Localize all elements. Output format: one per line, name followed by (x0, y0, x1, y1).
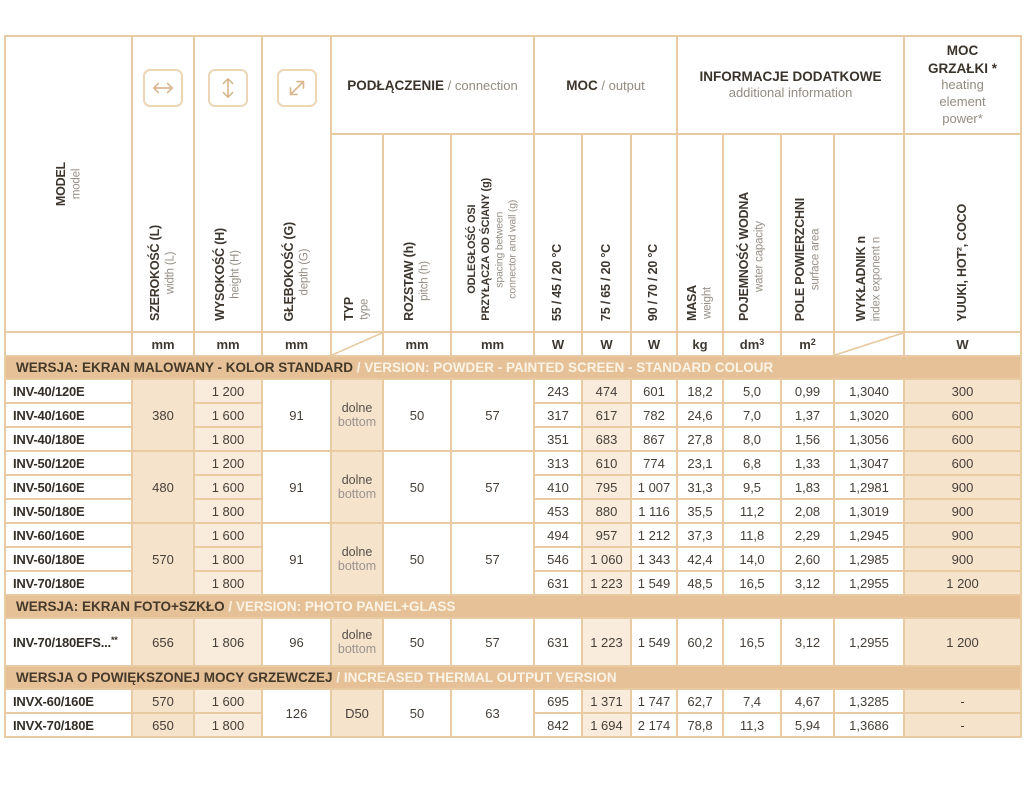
capacity-cell: 11,2 (723, 499, 781, 523)
output-55-cell: 631 (534, 618, 582, 666)
exponent-cell: 1,3686 (834, 713, 904, 737)
capacity-cell: 16,5 (723, 571, 781, 595)
heater-power-cell: 600 (904, 451, 1021, 475)
output-90-cell: 2 174 (631, 713, 677, 737)
group-header-connection: PODŁĄCZENIE / connection (331, 36, 534, 134)
exponent-cell: 1,3056 (834, 427, 904, 451)
output-55-cell: 494 (534, 523, 582, 547)
group-header-additional-info: INFORMACJE DODATKOWE additional information (677, 36, 904, 134)
width-cell: 570 (132, 689, 194, 713)
output-90-cell: 1 212 (631, 523, 677, 547)
output-75-cell: 683 (582, 427, 631, 451)
surface-cell: 0,99 (781, 379, 834, 403)
unit-cell-height: mm (194, 332, 262, 356)
heater-power-cell: 300 (904, 379, 1021, 403)
model-cell: INV-70/180EFS...** (5, 618, 132, 666)
unit-cell-model (5, 332, 132, 356)
heater-power-cell: 900 (904, 547, 1021, 571)
type-cell: dolne bottom (331, 379, 383, 451)
col-header-mass: MASA weight (677, 134, 723, 332)
height-cell: 1 200 (194, 451, 262, 475)
height-cell: 1 600 (194, 689, 262, 713)
mass-cell: 48,5 (677, 571, 723, 595)
capacity-cell: 8,0 (723, 427, 781, 451)
exponent-cell: 1,2985 (834, 547, 904, 571)
output-55-cell: 453 (534, 499, 582, 523)
unit-cell-spacing: mm (451, 332, 534, 356)
unit-cell-heater-power: W (904, 332, 1021, 356)
output-75-cell: 880 (582, 499, 631, 523)
unit-cell-type-diagonal (331, 332, 383, 356)
height-cell: 1 806 (194, 618, 262, 666)
height-cell: 1 800 (194, 499, 262, 523)
pitch-cell: 50 (383, 523, 451, 595)
model-cell: INV-40/160E (5, 403, 132, 427)
heater-power-cell: 600 (904, 403, 1021, 427)
exponent-cell: 1,2981 (834, 475, 904, 499)
group-header-heating-element-power: MOC GRZAŁKI * heating element power* (904, 36, 1021, 134)
width-cell: 656 (132, 618, 194, 666)
output-90-cell: 1 549 (631, 618, 677, 666)
mass-cell: 78,8 (677, 713, 723, 737)
height-cell: 1 800 (194, 427, 262, 451)
type-cell: dolne bottom (331, 523, 383, 595)
height-cell: 1 800 (194, 571, 262, 595)
mass-cell: 18,2 (677, 379, 723, 403)
capacity-cell: 5,0 (723, 379, 781, 403)
surface-cell: 1,56 (781, 427, 834, 451)
heater-power-cell: - (904, 713, 1021, 737)
output-75-cell: 474 (582, 379, 631, 403)
heater-power-cell: 900 (904, 475, 1021, 499)
output-55-cell: 695 (534, 689, 582, 713)
exponent-cell: 1,3040 (834, 379, 904, 403)
spacing-cell: 57 (451, 379, 534, 451)
exponent-cell: 1,3020 (834, 403, 904, 427)
col-header-heater-models: YUUKI, HOT², COCO (904, 134, 1021, 332)
group-header-output: MOC / output (534, 36, 677, 134)
surface-cell: 2,29 (781, 523, 834, 547)
output-55-cell: 842 (534, 713, 582, 737)
model-cell: INV-40/180E (5, 427, 132, 451)
height-cell: 1 600 (194, 403, 262, 427)
col-header-surface-area: POLE POWIERZCHNI surface area (781, 134, 834, 332)
capacity-cell: 6,8 (723, 451, 781, 475)
col-header-index-exponent: WYKŁADNIK n index exponent n (834, 134, 904, 332)
model-cell: INV-70/180E (5, 571, 132, 595)
capacity-cell: 9,5 (723, 475, 781, 499)
col-header-temp-75: 75 / 65 / 20 °C (582, 134, 631, 332)
output-90-cell: 1 116 (631, 499, 677, 523)
mass-cell: 62,7 (677, 689, 723, 713)
exponent-cell: 1,2955 (834, 618, 904, 666)
pitch-cell: 50 (383, 618, 451, 666)
unit-cell-output-90: W (631, 332, 677, 356)
model-cell: INV-60/160E (5, 523, 132, 547)
unit-cell-capacity: $dm^3$ (723, 332, 781, 356)
surface-cell: 2,60 (781, 547, 834, 571)
heater-power-cell: 1 200 (904, 618, 1021, 666)
unit-cell-pitch: mm (383, 332, 451, 356)
unit-cell-depth: mm (262, 332, 331, 356)
type-cell: dolne bottom (331, 451, 383, 523)
output-90-cell: 1 549 (631, 571, 677, 595)
mass-cell: 35,5 (677, 499, 723, 523)
width-cell: 570 (132, 523, 194, 595)
model-cell: INV-50/180E (5, 499, 132, 523)
col-header-height: WYSOKOŚĆ (H) height (H) (194, 36, 262, 332)
output-75-cell: 617 (582, 403, 631, 427)
height-cell: 1 600 (194, 523, 262, 547)
section-header-photo-glass: WERSJA: EKRAN FOTO+SZKŁO / VERSION: PHOTO PANEL+GLASS (5, 595, 1021, 618)
mass-cell: 23,1 (677, 451, 723, 475)
output-55-cell: 631 (534, 571, 582, 595)
spacing-cell: 57 (451, 618, 534, 666)
output-55-cell: 351 (534, 427, 582, 451)
heater-power-cell: 900 (904, 523, 1021, 547)
output-90-cell: 867 (631, 427, 677, 451)
depth-cell: 96 (262, 618, 331, 666)
output-55-cell: 243 (534, 379, 582, 403)
unit-cell-surface: $m^2$ (781, 332, 834, 356)
exponent-cell: 1,3019 (834, 499, 904, 523)
pitch-cell: 50 (383, 689, 451, 737)
heater-power-cell: 900 (904, 499, 1021, 523)
depth-cell: 91 (262, 379, 331, 451)
height-arrow-icon (208, 69, 248, 107)
type-cell: D50 (331, 689, 383, 737)
output-75-cell: 1 223 (582, 571, 631, 595)
width-cell: 650 (132, 713, 194, 737)
section-header-painted-standard: WERSJA: EKRAN MALOWANY - KOLOR STANDARD / VERSION: POWDER - PAINTED SCREEN - STANDARD COLOUR (5, 356, 1021, 379)
output-90-cell: 1 007 (631, 475, 677, 499)
output-75-cell: 957 (582, 523, 631, 547)
mass-cell: 24,6 (677, 403, 723, 427)
surface-cell: 1,37 (781, 403, 834, 427)
col-header-model: MODEL model (5, 36, 132, 332)
spacing-cell: 57 (451, 451, 534, 523)
unit-cell-mass: kg (677, 332, 723, 356)
output-55-cell: 313 (534, 451, 582, 475)
output-75-cell: 1 694 (582, 713, 631, 737)
unit-cell-exponent-diagonal (834, 332, 904, 356)
depth-arrow-icon (277, 69, 317, 107)
height-cell: 1 600 (194, 475, 262, 499)
output-90-cell: 774 (631, 451, 677, 475)
heater-power-cell: - (904, 689, 1021, 713)
output-75-cell: 610 (582, 451, 631, 475)
output-75-cell: 1 060 (582, 547, 631, 571)
surface-cell: 1,33 (781, 451, 834, 475)
surface-cell: 5,94 (781, 713, 834, 737)
model-cell: INV-60/180E (5, 547, 132, 571)
mass-cell: 37,3 (677, 523, 723, 547)
capacity-cell: 7,4 (723, 689, 781, 713)
mass-cell: 31,3 (677, 475, 723, 499)
capacity-cell: 11,8 (723, 523, 781, 547)
unit-cell-output-75: W (582, 332, 631, 356)
capacity-cell: 11,3 (723, 713, 781, 737)
radiator-spec-table (4, 35, 1022, 738)
col-header-temp-90: 90 / 70 / 20 °C (631, 134, 677, 332)
exponent-cell: 1,3285 (834, 689, 904, 713)
surface-cell: 3,12 (781, 571, 834, 595)
col-header-water-capacity: POJEMNOŚĆ WODNA water capacity (723, 134, 781, 332)
pitch-cell: 50 (383, 451, 451, 523)
surface-cell: 4,67 (781, 689, 834, 713)
exponent-cell: 1,3047 (834, 451, 904, 475)
type-cell: dolne bottom (331, 618, 383, 666)
unit-cell-width: mm (132, 332, 194, 356)
output-55-cell: 410 (534, 475, 582, 499)
surface-cell: 1,83 (781, 475, 834, 499)
output-90-cell: 601 (631, 379, 677, 403)
surface-cell: 3,12 (781, 618, 834, 666)
output-90-cell: 1 343 (631, 547, 677, 571)
height-cell: 1 800 (194, 713, 262, 737)
depth-cell: 91 (262, 523, 331, 595)
height-cell: 1 800 (194, 547, 262, 571)
width-arrow-icon (143, 69, 183, 107)
col-header-type: TYP type (331, 134, 383, 332)
model-cell: INVX-60/160E (5, 689, 132, 713)
heater-power-cell: 600 (904, 427, 1021, 451)
heater-power-cell: 1 200 (904, 571, 1021, 595)
col-header-width: SZEROKOŚĆ (L) width (L) (132, 36, 194, 332)
model-cell: INVX-70/180E (5, 713, 132, 737)
exponent-cell: 1,2945 (834, 523, 904, 547)
output-75-cell: 1 371 (582, 689, 631, 713)
spacing-cell: 57 (451, 523, 534, 595)
width-cell: 480 (132, 451, 194, 523)
mass-cell: 42,4 (677, 547, 723, 571)
col-header-spacing: ODLEGŁOŚĆ OSI PRZYŁĄCZA OD ŚCIANY (g) spacing between connector and wall (g) (451, 134, 534, 332)
capacity-cell: 14,0 (723, 547, 781, 571)
col-header-pitch: ROZSTAW (h) pitch (h) (383, 134, 451, 332)
output-75-cell: 795 (582, 475, 631, 499)
model-cell: INV-50/120E (5, 451, 132, 475)
depth-cell: 91 (262, 451, 331, 523)
output-55-cell: 546 (534, 547, 582, 571)
model-cell: INV-40/120E (5, 379, 132, 403)
depth-cell: 126 (262, 689, 331, 737)
pitch-cell: 50 (383, 379, 451, 451)
col-header-depth: GŁĘBOKOŚĆ (G) depth (G) (262, 36, 331, 332)
width-cell: 380 (132, 379, 194, 451)
capacity-cell: 7,0 (723, 403, 781, 427)
mass-cell: 27,8 (677, 427, 723, 451)
height-cell: 1 200 (194, 379, 262, 403)
col-header-temp-55: 55 / 45 / 20 °C (534, 134, 582, 332)
output-90-cell: 1 747 (631, 689, 677, 713)
spacing-cell: 63 (451, 689, 534, 737)
surface-cell: 2,08 (781, 499, 834, 523)
output-75-cell: 1 223 (582, 618, 631, 666)
output-55-cell: 317 (534, 403, 582, 427)
capacity-cell: 16,5 (723, 618, 781, 666)
exponent-cell: 1,2955 (834, 571, 904, 595)
unit-cell-output-55: W (534, 332, 582, 356)
section-header-increased-output: WERSJA O POWIĘKSZONEJ MOCY GRZEWCZEJ / INCREASED THERMAL OUTPUT VERSION (5, 666, 1021, 689)
output-90-cell: 782 (631, 403, 677, 427)
model-cell: INV-50/160E (5, 475, 132, 499)
mass-cell: 60,2 (677, 618, 723, 666)
